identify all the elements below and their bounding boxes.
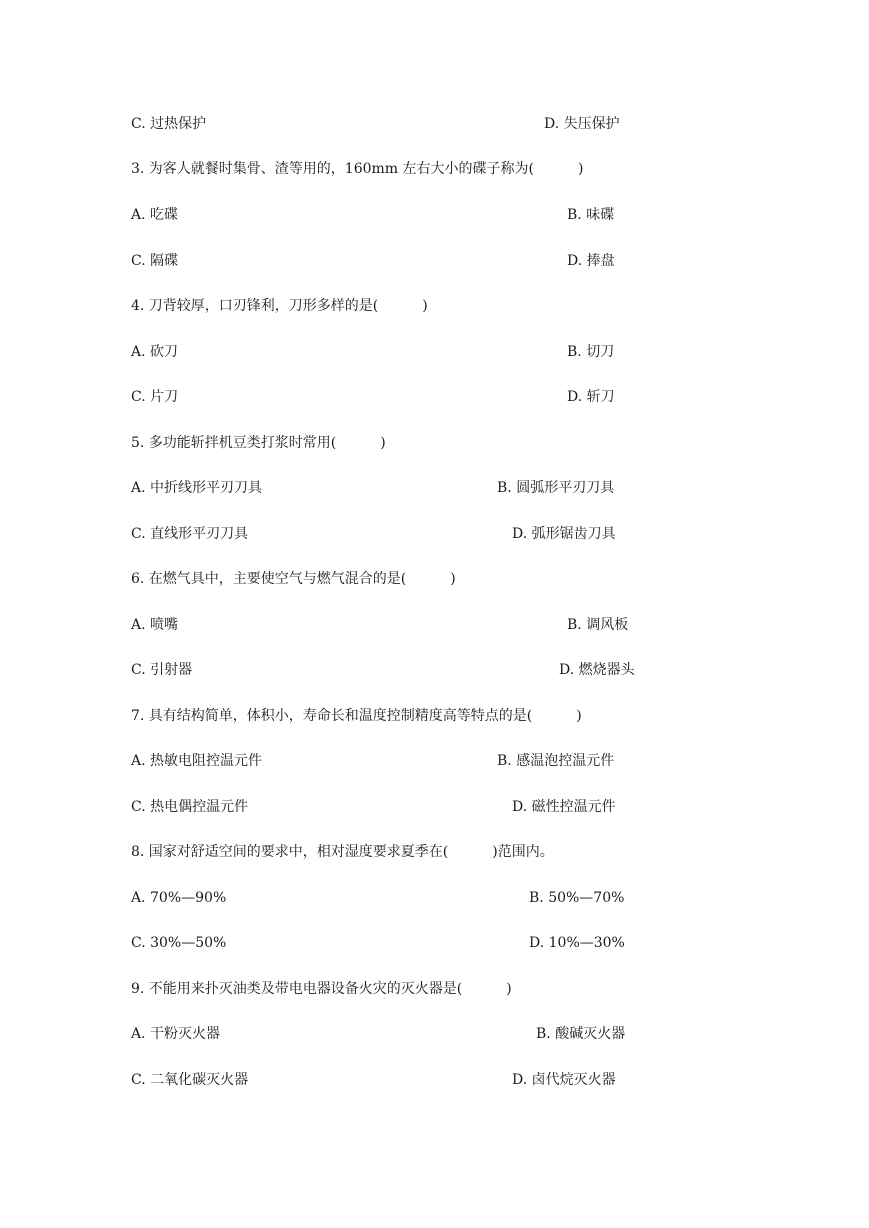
question-suffix: )范围内。 <box>492 844 554 860</box>
question-text <box>131 706 582 726</box>
option-right: B. 切刀 <box>567 344 615 360</box>
option-left: C. 片刀 <box>131 389 179 405</box>
question-stem <box>0 569 869 589</box>
option-right: B. 感温泡控温元件 <box>497 753 615 769</box>
question-text <box>131 296 428 316</box>
option-left: C. 30%—50% <box>131 935 227 951</box>
question-stem <box>0 296 869 316</box>
question-text <box>131 569 456 589</box>
question-suffix: ) <box>422 298 428 314</box>
option-left: C. 热电偶控温元件 <box>131 799 249 815</box>
option-right: D. 卤代烷灭火器 <box>512 1072 616 1088</box>
question-text <box>131 842 554 862</box>
option-left: A. 70%—90% <box>131 890 227 906</box>
question-prefix: 3. 为客人就餐时集骨、渣等用的，160mm 左右大小的碟子称为( <box>131 161 534 177</box>
options-row <box>0 524 869 544</box>
option-right: B. 调风板 <box>567 617 629 633</box>
question-suffix: ) <box>578 161 584 177</box>
options-row <box>0 205 869 225</box>
option-right: B. 圆弧形平刃刀具 <box>497 480 615 496</box>
option-right: D. 捧盘 <box>567 253 615 269</box>
question-suffix: ) <box>380 435 386 451</box>
options-row <box>0 342 869 362</box>
options-row <box>0 615 869 635</box>
option-right: D. 弧形锯齿刀具 <box>512 526 616 542</box>
question-stem <box>0 433 869 453</box>
options-row <box>0 1070 869 1090</box>
options-row <box>0 251 869 271</box>
question-stem <box>0 979 869 999</box>
options-row <box>0 478 869 498</box>
option-left: C. 隔碟 <box>131 253 179 269</box>
option-right: D. 磁性控温元件 <box>512 799 616 815</box>
options-row <box>0 1024 869 1044</box>
question-suffix: ) <box>450 571 456 587</box>
option-left: C. 过热保护 <box>131 116 207 132</box>
question-suffix: ) <box>506 981 512 997</box>
options-row <box>0 797 869 817</box>
question-prefix: 7. 具有结构简单，体积小，寿命长和温度控制精度高等特点的是( <box>131 708 533 724</box>
option-left: A. 中折线形平刃刀具 <box>131 480 263 496</box>
option-right: D. 斩刀 <box>567 389 615 405</box>
option-right: D. 失压保护 <box>544 116 620 132</box>
option-left: C. 二氧化碳灭火器 <box>131 1072 249 1088</box>
question-prefix: 4. 刀背较厚，口刃锋利，刀形多样的是( <box>131 298 379 314</box>
option-left: A. 热敏电阻控温元件 <box>131 753 263 769</box>
option-right: B. 50%—70% <box>529 890 625 906</box>
question-text <box>131 979 512 999</box>
question-text <box>131 159 583 179</box>
options-row <box>0 933 869 953</box>
option-left: C. 直线形平刃刀具 <box>131 526 249 542</box>
option-left: C. 引射器 <box>131 662 193 678</box>
option-left: A. 干粉灭火器 <box>131 1026 221 1042</box>
options-row <box>0 660 869 680</box>
question-suffix: ) <box>576 708 582 724</box>
question-prefix: 5. 多功能斩拌机豆类打浆时常用( <box>131 435 337 451</box>
question-stem <box>0 159 869 179</box>
question-prefix: 9. 不能用来扑灭油类及带电电器设备火灾的灭火器是( <box>131 981 463 997</box>
question-stem <box>0 842 869 862</box>
option-right: D. 10%—30% <box>529 935 625 951</box>
option-right: B. 酸碱灭火器 <box>536 1026 626 1042</box>
question-prefix: 8. 国家对舒适空间的要求中，相对湿度要求夏季在( <box>131 844 449 860</box>
option-left: A. 喷嘴 <box>131 617 179 633</box>
options-row <box>0 387 869 407</box>
option-left: A. 吃碟 <box>131 207 179 223</box>
question-text <box>131 433 386 453</box>
options-row <box>0 888 869 908</box>
option-right: B. 味碟 <box>567 207 615 223</box>
options-row <box>0 751 869 771</box>
question-stem <box>0 706 869 726</box>
options-row <box>0 114 869 134</box>
option-right: D. 燃烧器头 <box>559 662 635 678</box>
question-prefix: 6. 在燃气具中，主要使空气与燃气混合的是( <box>131 571 407 587</box>
option-left: A. 砍刀 <box>131 344 179 360</box>
